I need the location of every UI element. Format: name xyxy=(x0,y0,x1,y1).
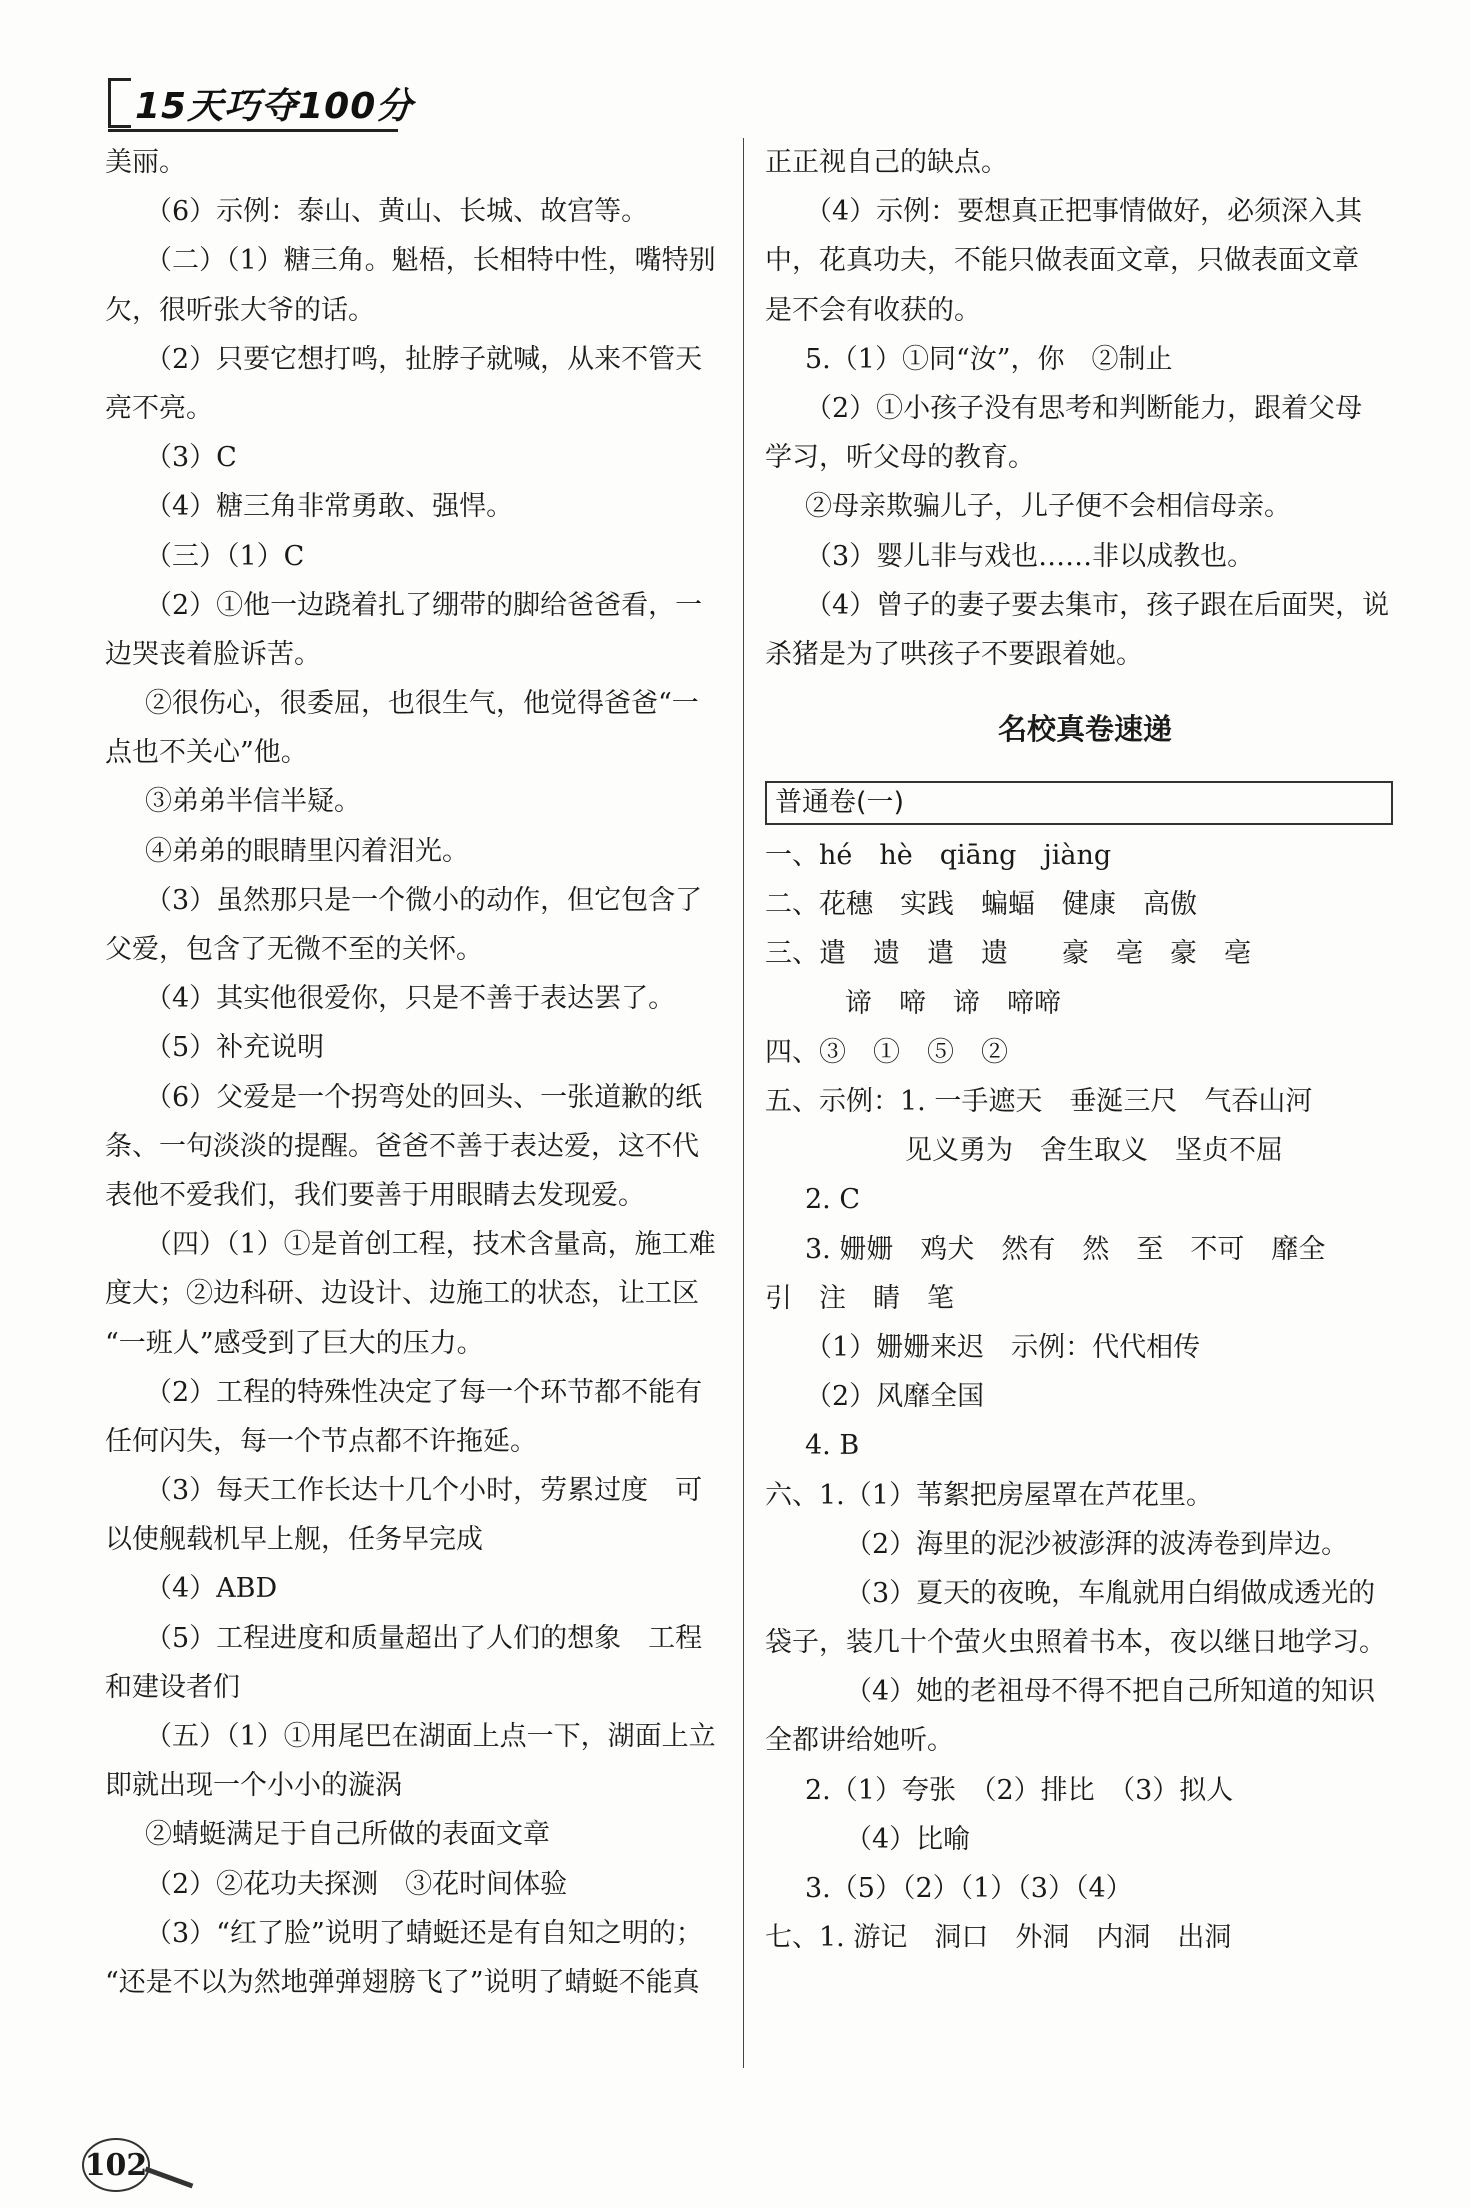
section-title: 名校真卷速递 xyxy=(997,712,1172,747)
answer-line: ②很伤心，很委屈，也很生气，他觉得爸爸“一 xyxy=(145,688,699,720)
answer-line: （2）风靡全国 xyxy=(805,1381,985,1413)
answer-line: 亮不亮。 xyxy=(105,392,213,424)
answer-line: 中，花真功夫，不能只做表面文章，只做表面文章 xyxy=(765,245,1359,277)
answer-line: 欠，很听张大爷的话。 xyxy=(105,294,375,326)
answer-line: ③弟弟半信半疑。 xyxy=(145,786,361,818)
answer-line: （4）曾子的妻子要去集市，孩子跟在后面哭，说 xyxy=(805,589,1390,621)
right-column-bottom xyxy=(765,831,1405,1962)
answer-line: （4）ABD xyxy=(145,1573,278,1605)
magnifier-icon xyxy=(145,2166,194,2188)
answer-line: 4. B xyxy=(805,1430,860,1462)
answer-line: （二）（1）糖三角。魁梧，长相特中性，嘴特别 xyxy=(145,245,716,277)
answer-line: 见义勇为 舍生取义 坚贞不屈 xyxy=(905,1135,1283,1167)
answer-line: 度大；②边科研、边设计、边施工的状态，让工区 xyxy=(105,1278,699,1310)
exam-label-box: 普通卷(一) xyxy=(765,781,1393,825)
header-underline xyxy=(108,129,398,132)
answer-line: （2）只要它想打鸣，扯脖子就喊，从来不管天 xyxy=(145,343,703,375)
answer-line: （6）示例：泰山、黄山、长城、故宫等。 xyxy=(145,196,649,228)
answer-line: （4）其实他很爱你，只是不善于表达罢了。 xyxy=(145,983,676,1015)
answer-line: ④弟弟的眼睛里闪着泪光。 xyxy=(145,835,469,867)
answer-line: 和建设者们 xyxy=(105,1671,240,1703)
answer-line: 2.（1）夸张 （2）排比 （3）拟人 xyxy=(805,1774,1234,1806)
answer-line: 谛 啼 谛 啼啼 xyxy=(845,987,1061,1019)
answer-line: （2）①他一边跷着扎了绷带的脚给爸爸看，一 xyxy=(145,589,703,621)
answer-line: （3）每天工作长达十几个小时，劳累过度 可 xyxy=(145,1475,703,1507)
header-logo-bracket xyxy=(108,78,131,128)
answer-line: （四）（1）①是首创工程，技术含量高，施工难 xyxy=(145,1229,716,1261)
right-column xyxy=(765,138,1405,1962)
answer-line: （5）补充说明 xyxy=(145,1032,325,1064)
answer-line: 全都讲给她听。 xyxy=(765,1725,954,1757)
column-divider xyxy=(743,138,744,2068)
page-header xyxy=(108,74,413,132)
answer-line: 一、hé hè qiāng jiàng xyxy=(765,840,1112,872)
right-column-top xyxy=(765,138,1405,679)
answer-line: 六、1.（1）苇絮把房屋罩在芦花里。 xyxy=(765,1479,1213,1511)
answer-line: （6）父爱是一个拐弯处的回头、一张道歉的纸 xyxy=(145,1081,703,1113)
answer-line: 二、花穗 实践 蝙蝠 健康 高傲 xyxy=(765,889,1197,921)
answer-line: 引 注 睛 笔 xyxy=(765,1282,954,1314)
answer-line: 四、③ ① ⑤ ② xyxy=(765,1036,1008,1068)
answer-line: （2）工程的特殊性决定了每一个环节都不能有 xyxy=(145,1376,703,1408)
left-column xyxy=(105,138,725,2007)
answer-line: （5）工程进度和质量超出了人们的想象 工程 xyxy=(145,1622,703,1654)
answer-line: （4）她的老祖母不得不把自己所知道的知识 xyxy=(845,1676,1376,1708)
answer-line: 杀猪是为了哄孩子不要跟着她。 xyxy=(765,638,1143,670)
answer-line: 3.（5）（2）（1）（3）（4） xyxy=(805,1873,1133,1904)
answer-line: 2. C xyxy=(805,1184,861,1216)
answer-line: 学习，听父母的教育。 xyxy=(765,442,1035,474)
answer-line: ②蜻蜓满足于自己所做的表面文章 xyxy=(145,1819,550,1851)
answer-line: 点也不关心”他。 xyxy=(105,737,308,769)
book-title: 15天巧夺100分 xyxy=(135,85,414,127)
answer-line: （2）海里的泥沙被澎湃的波涛卷到岸边。 xyxy=(845,1528,1349,1560)
answer-line: 是不会有收获的。 xyxy=(765,294,981,326)
answer-line: “还是不以为然地弹弹翅膀飞了”说明了蜻蜓不能真 xyxy=(105,1966,700,1998)
answer-line: 五、示例：1. 一手遮天 垂涎三尺 气吞山河 xyxy=(765,1086,1313,1117)
answer-line: 3. 姗姗 鸡犬 然有 然 至 不可 靡全 xyxy=(805,1233,1326,1265)
answer-line: 5.（1）①同“汝”，你 ②制止 xyxy=(805,343,1173,375)
answer-line: （2）①小孩子没有思考和判断能力，跟着父母 xyxy=(805,392,1363,424)
answer-line: 条、一句淡淡的提醒。爸爸不善于表达爱，这不代 xyxy=(105,1130,699,1162)
answer-line: 袋子，装几十个萤火虫照着书本，夜以继日地学习。 xyxy=(765,1627,1386,1659)
answer-line: （3）“红了脸”说明了蜻蜓还是有自知之明的； xyxy=(145,1917,703,1949)
answer-line: 正正视自己的缺点。 xyxy=(765,147,1008,178)
answer-line: （4）比喻 xyxy=(845,1823,971,1855)
answer-line: （1）姗姗来迟 示例：代代相传 xyxy=(805,1331,1201,1363)
answer-line: 父爱，包含了无微不至的关怀。 xyxy=(105,934,483,965)
answer-line: （3）婴儿非与戏也……非以成教也。 xyxy=(805,540,1255,572)
answer-line: （2）②花功夫探测 ③花时间体验 xyxy=(145,1868,568,1900)
answer-line: （4）糖三角非常勇敢、强悍。 xyxy=(145,491,514,523)
answer-line: （3）虽然那只是一个微小的动作，但它包含了 xyxy=(145,884,703,916)
answer-line: 任何闪失，每一个节点都不许拖延。 xyxy=(105,1425,537,1457)
answer-line: （3）夏天的夜晚，车胤就用白绢做成透光的 xyxy=(845,1577,1376,1609)
answer-line: （4）示例：要想真正把事情做好，必须深入其 xyxy=(805,196,1363,228)
answer-line: “一班人”感受到了巨大的压力。 xyxy=(105,1327,484,1359)
answer-line: 表他不爱我们，我们要善于用眼睛去发现爱。 xyxy=(105,1179,645,1211)
answer-line: 七、1. 游记 洞口 外洞 内洞 出洞 xyxy=(765,1922,1232,1954)
answer-line: ②母亲欺骗儿子，儿子便不会相信母亲。 xyxy=(805,491,1291,523)
page-number: 102 xyxy=(82,2138,150,2192)
answer-line: （五）（1）①用尾巴在湖面上点一下，湖面上立 xyxy=(145,1721,716,1752)
answer-line: （3）C xyxy=(145,442,237,474)
answer-line: 以使舰载机早上舰，任务早完成 xyxy=(105,1524,483,1556)
answer-line: 三、遣 遗 遣 遗 豪 亳 豪 亳 xyxy=(765,938,1251,970)
answer-line: 即就出现一个小小的漩涡 xyxy=(105,1770,402,1802)
answer-line: 边哭丧着脸诉苦。 xyxy=(105,638,321,670)
answer-line: 美丽。 xyxy=(105,147,186,178)
page-footer xyxy=(82,2138,194,2192)
answer-line: （三）（1）C xyxy=(145,540,305,572)
